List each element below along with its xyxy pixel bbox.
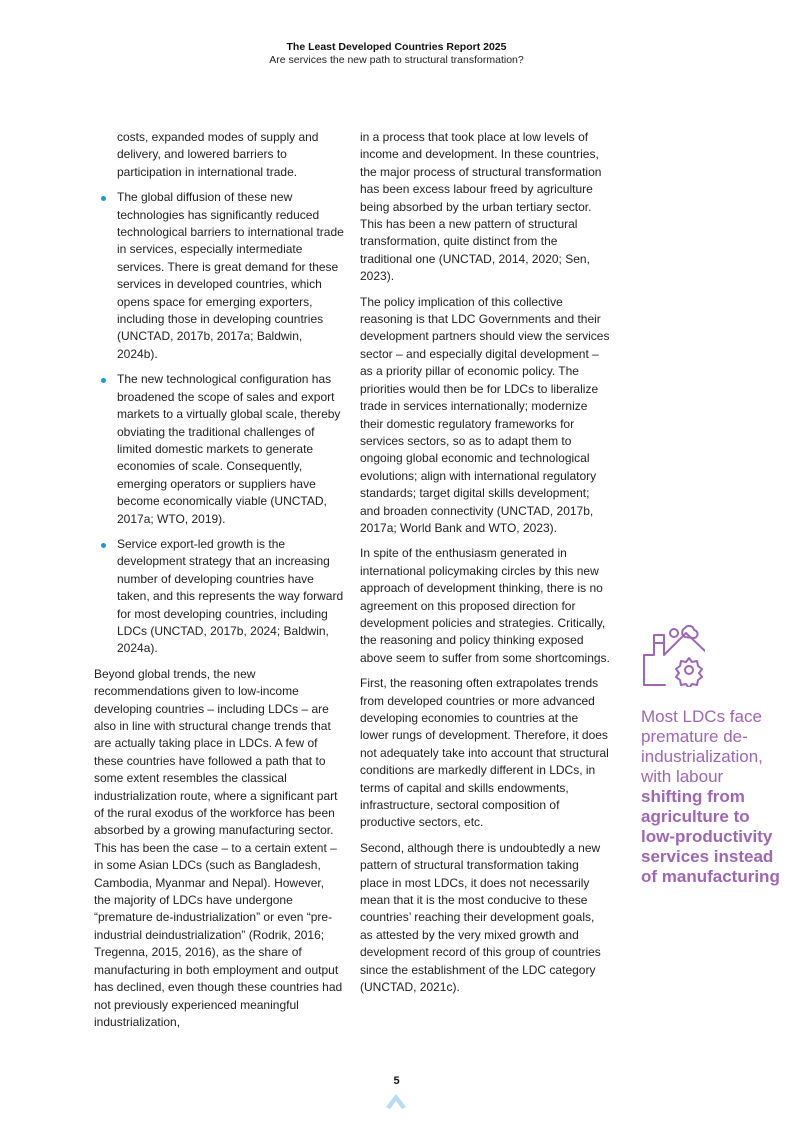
pull-quote-bold: shifting from agriculture to low-productivity services instead of manufacturing	[641, 787, 780, 886]
body-paragraph: First, the reasoning often extrapolates trends from developed countries or more advanced developing economies to countries at the lower rungs of development. Therefore, it does not adequately take into account that structural conditions are markedly different in LDCs, in terms of capital and skills endowments, infrastructure, sectoral composition of productive sectors, etc.	[360, 676, 609, 830]
bullet-item	[94, 371, 344, 528]
text-column-left	[94, 129, 344, 1039]
report-header	[0, 41, 793, 67]
body-paragraph: The policy implication of this collective reasoning is that LDC Governments and their development partners should view the services sector – and especially digital development – as a priority pillar of economic policy. The priorities would then be for LDCs to liberalize trade in services internationally; modernize their domestic regulatory frameworks for services sectors, so as to adapt them to ongoing global economic and technological evolutions; align with international regulatory standards; target digital skills development; and broaden connectivity (UNCTAD, 2017b, 2017a; World Bank and WTO, 2023).	[360, 294, 610, 535]
bullet-list	[94, 189, 344, 658]
bullet-item	[94, 536, 344, 658]
text-column-right	[360, 129, 610, 1005]
pull-quote-regular: Most LDCs face premature de-industrialization, with labour	[641, 707, 763, 786]
pull-quote	[641, 707, 781, 887]
bullet-text: Service export-led growth is the development strategy that an increasing number of developing countries have taken, and this represents the way forward for most developing countries, including LDCs (UNCTAD, 2017b, 2024; Baldwin, 2024a).	[117, 536, 344, 656]
bullet-dot-icon	[101, 543, 106, 548]
body-paragraph: in a process that took place at low levels of income and development. In these countries, the major process of structural transformation has been excess labour freed by agriculture being absorbed by the urban tertiary sector. This has been a new pattern of structural transformation, quite distinct from the traditional one (UNCTAD, 2014, 2020; Sen, 2023).	[360, 130, 602, 284]
body-paragraph: Beyond global trends, the new recommendations given to low-income developing countries – including LDCs – are also in line with structural change trends that are actually taking place in LDCs. A few of these countries have followed a path that to some extent resembles the classical industrialization route, where a significant part of the rural exodus of the workforce has been absorbed by a growing manufacturing sector. This has been the case – to a certain extent – in some Asian LDCs (such as Bangladesh, Cambodia, Myanmar and Nepal). However, the majority of LDCs have undergone “premature de-industrialization” or even “pre-industrial deindustrialization” (Rodrik, 2016; Tregenna, 2015, 2016), as the share of manufacturing in both employment and output has declined, even though these countries had not previously experienced meaningful industrialization,	[94, 666, 343, 1029]
chevron-up-icon[interactable]	[386, 1091, 406, 1114]
body-paragraph: In spite of the enthusiasm generated in international policymaking circles by this new approach of development thinking, there is no agreement on this proposed direction for development policies and strategies. Critically, the reasoning and policy thinking exposed above seem to suffer from some shortcomings.	[360, 546, 610, 665]
report-title: The Least Developed Countries Report 2025	[286, 41, 507, 53]
bullet-dot-icon	[101, 378, 106, 383]
factory-gear-icon	[641, 625, 705, 687]
report-subtitle: Are services the new path to structural transformation?	[269, 54, 524, 66]
body-paragraph: Second, although there is undoubtedly a new pattern of structural transformation taking place in most LDCs, it does not necessarily mean that it is the most conducive to these countries’ reaching their development goals, as attested by the very mixed growth and development record of this group of countries since the establishment of the LDC category (UNCTAD, 2021c).	[360, 840, 601, 995]
bullet-text: The new technological configuration has broadened the scope of sales and export markets to a virtually global scale, thereby obviating the traditional challenges of limited domestic markets to generate economies of scale. Consequently, emerging operators or suppliers have become economically viable (UNCTAD, 2017a; WTO, 2019).	[117, 372, 341, 526]
page-number: 5	[393, 1075, 400, 1087]
pull-quote-sidebar	[641, 625, 781, 887]
continued-bullet-text: costs, expanded modes of supply and delivery, and lowered barriers to participation in international trade.	[117, 130, 319, 179]
bullet-item	[94, 189, 344, 363]
bullet-text: The global diffusion of these new technologies has significantly reduced technological barriers to international trade in services, especially intermediate services. There is great demand for these services in developed countries, which opens space for emerging exporters, including those in developing countries (UNCTAD, 2017b, 2017a; Baldwin, 2024b).	[117, 190, 344, 361]
bullet-dot-icon	[101, 196, 106, 201]
